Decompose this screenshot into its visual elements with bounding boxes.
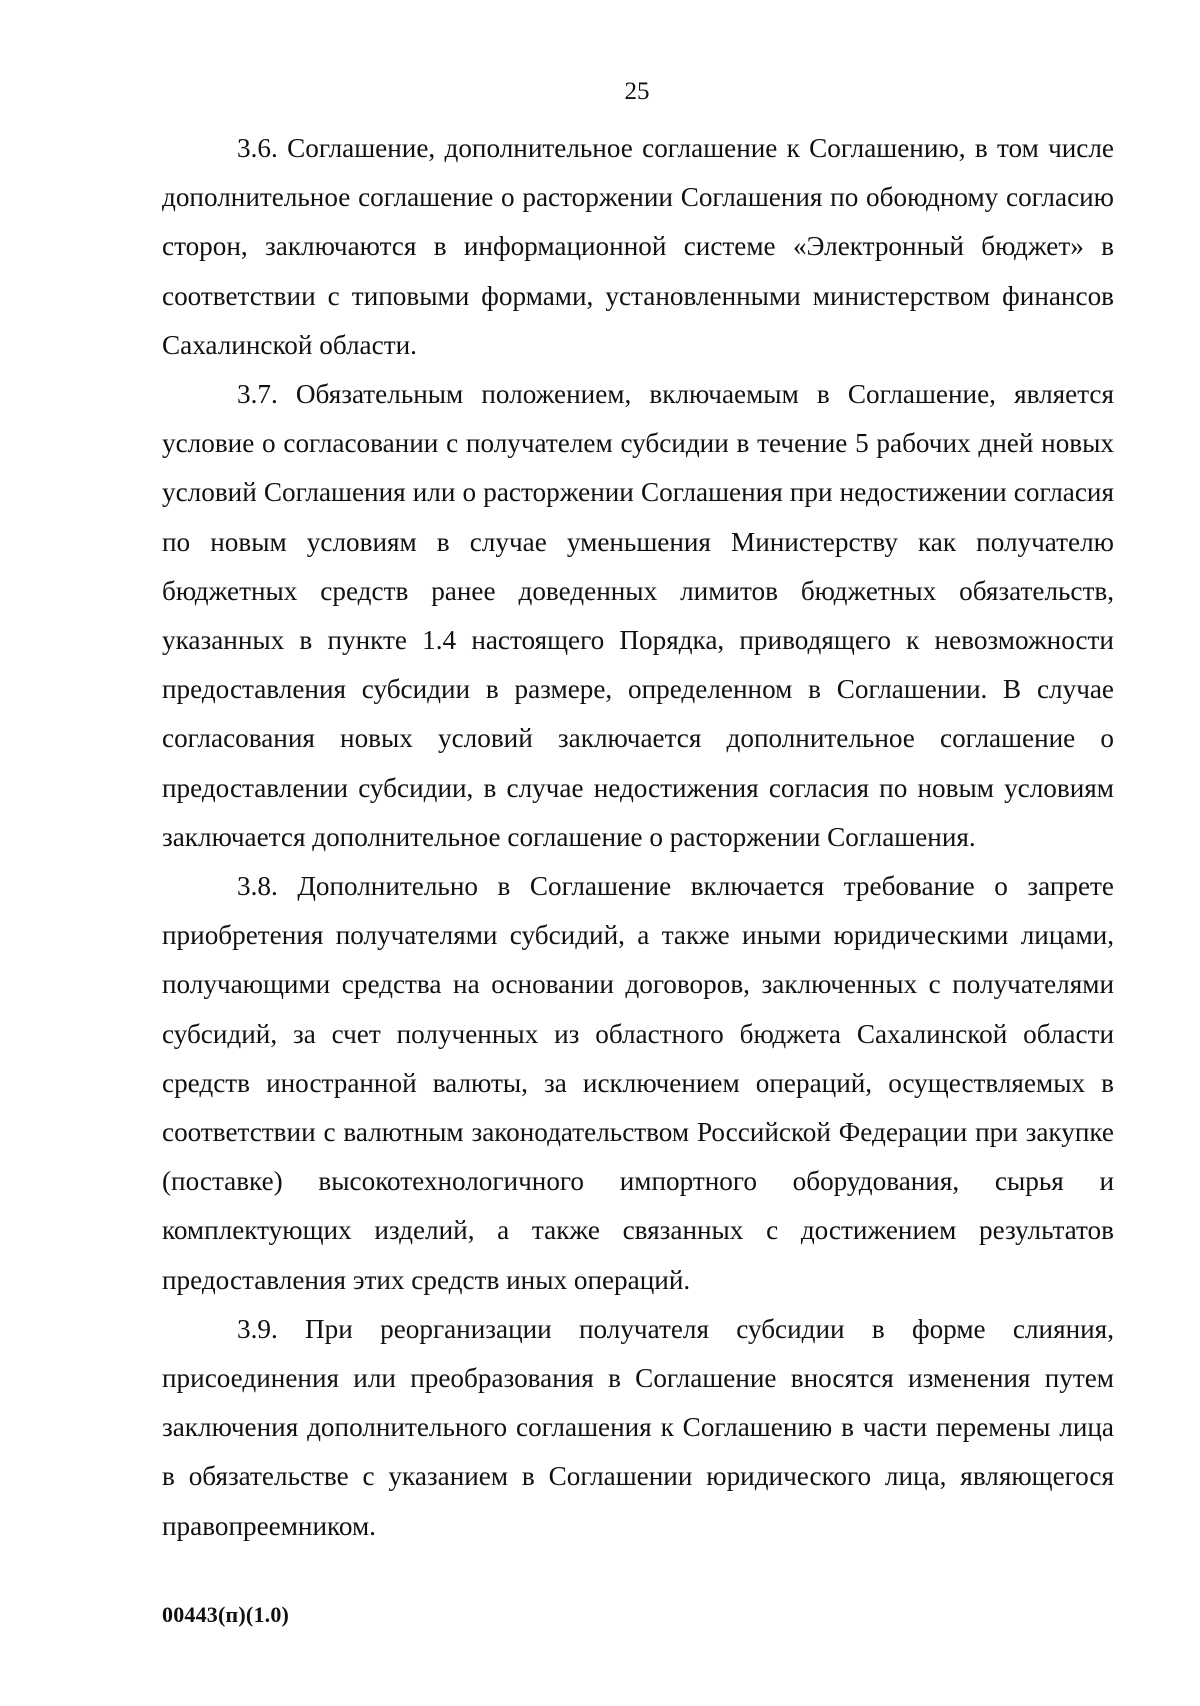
paragraph-3-9: 3.9. При реорганизации получателя субсидии в форме слияния, присоединения или преобразования в Соглашение вносятся изменения путем заключения дополнительного соглашения к Соглашению в части перемены лица в обязательстве с указанием в Соглашении юридического лица, являющегося правопреемником.	[162, 1313, 1114, 1541]
paragraph-3-6: 3.6. Соглашение, дополнительное соглашение к Соглашению, в том числе дополнительное соглашение о расторжении Соглашения по обоюдному согласию сторон, заключаются в информационной системе «Электронный бюджет» в соответствии с типовыми формами, установленными министерством финансов Сахалинской области.	[162, 133, 1114, 360]
paragraph-3-8: 3.8. Дополнительно в Соглашение включается требование о запрете приобретения получателями субсидий, а также иными юридическими лицами, получающими средства на основании договоров, заключенных с получателями субсидий, за счет полученных из областного бюджета Сахалинской области средств иностранной валюты, за исключением операций, осуществляемых в соответствии с валютным законодательством Российской Федерации при закупке (поставке) высокотехнологичного импортного оборудования, сырья и комплектующих изделий, а также связанных с достижением результатов предоставления этих средств иных операций.	[162, 871, 1114, 1295]
page-number: 25	[624, 78, 650, 105]
paragraph-3-7: 3.7. Обязательным положением, включаемым в Соглашение, является условие о согласовании с получателем субсидии в течение 5 рабочих дней новых условий Соглашения или о расторжении Соглашения при недостижении согласия по новым условиям в случае уменьшения Министерству как получателю бюджетных средств ранее доведенных лимитов бюджетных обязательств, указанных в пункте 1.4 настоящего Порядка, приводящего к невозможности предоставления субсидии в размере, определенном в Соглашении. В случае согласования новых условий заключается дополнительное соглашение о предоставлении субсидии, в случае недостижения согласия по новым условиям заключается дополнительное соглашение о расторжении Соглашения.	[162, 379, 1114, 852]
document-code: 00443(п)(1.0)	[162, 1602, 290, 1627]
document-body	[162, 124, 1114, 1551]
